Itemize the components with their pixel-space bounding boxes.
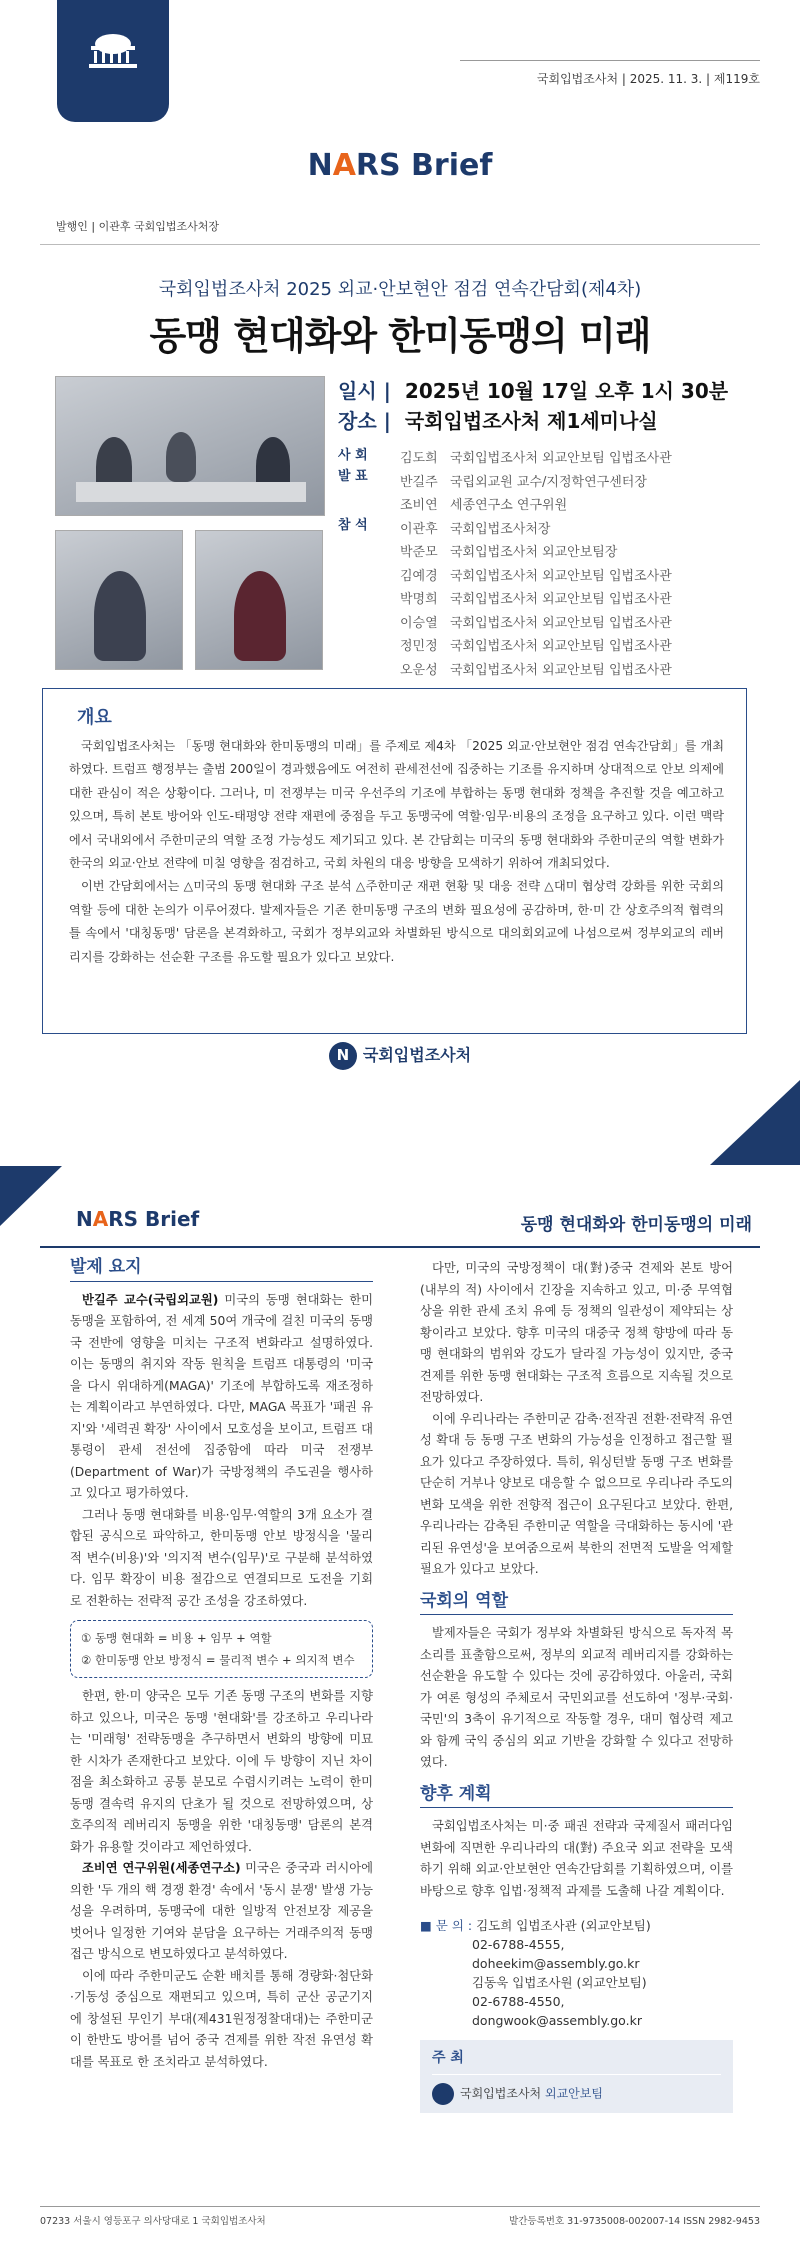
event-subtitle: 국회입법조사처 2025 외교·안보현안 점검 연속간담회(제4차) bbox=[158, 279, 642, 300]
page-two-title: 동맹 현대화와 한미동맹의 미래 bbox=[520, 1215, 752, 1235]
nars-emblem-icon bbox=[432, 2083, 454, 2105]
right-column bbox=[420, 1258, 733, 2113]
meeting-photo-main bbox=[55, 376, 325, 516]
participant: 오운성 국회입법조사처 외교안보팀 입법조사관 bbox=[400, 662, 672, 678]
left-column bbox=[70, 1257, 373, 2073]
participant: 이관후 국회입법조사처장 bbox=[400, 521, 551, 537]
speaker-photo-right bbox=[195, 530, 323, 670]
issue-info: 국회입법조사처 | 2025. 11. 3. | 제119호 bbox=[536, 72, 760, 86]
body-paragraph: 다만, 미국의 국방정책이 대(對)중국 견제와 본토 방어(내부의 적) 사이에서 긴장을 지속하고 있고, 미·중 무역협상을 위한 관세 조치 유예 등 정책의 일관성이 제약되는 상황이라고 보았다. 향후 미국의 대중국 정책 향방에 따라 동맹 현대화의 범위와 강도가 달라질 가능성이 있지만, 중국 견제를 위한 동맹 현대화는 구조적 흐름으로 지속될 것으로 전망하였다. bbox=[420, 1261, 733, 1404]
section-heading: 국회의 역할 bbox=[420, 1591, 733, 1616]
nars-brief-logo: NARS Brief bbox=[307, 148, 493, 183]
body-paragraph: 국회입법조사처는 미·중 패권 전략과 국제질서 패러다임 변화에 직면한 우리나라의 대(對) 주요국 외교 전략을 모색하기 위해 외교·안보현안 연속간담회를 기획하였으며, 이를 바탕으로 향후 입법·정책적 과제를 도출해 나갈 계획이다. bbox=[420, 1819, 733, 1898]
nars-emblem-icon bbox=[329, 1042, 357, 1070]
summary-box bbox=[42, 688, 747, 1034]
page-two-rule bbox=[40, 1246, 760, 1248]
org-logo: N국회입법조사처 bbox=[0, 1042, 800, 1070]
section-heading: 발제 요지 bbox=[70, 1257, 373, 1282]
assembly-badge bbox=[57, 0, 169, 122]
participant: 김도희 국회입법조사처 외교안보팀 입법조사관 bbox=[400, 451, 672, 466]
section-heading: 향후 계획 bbox=[420, 1784, 733, 1809]
event-location: 장소 | 국회입법조사처 제1세미나실 bbox=[338, 409, 658, 433]
body-paragraph: 발제자들은 국회가 정부와 차별화된 방식으로 독자적 목소리를 표출함으로써, 정부의 외교적 레버리지를 강화하는 선순환을 유도할 수 있다는 것에 공감하였다. 아울러, 국회가 여론 형성의 주체로서 국민외교를 선도하여 '정부·국회·국민'의 3축이 유기적으로 작동할 경우, 대미 협상력 제고와 함께 국익 중심의 외교 기반을 강화할 수 있다고 전망하였다. bbox=[420, 1626, 733, 1769]
assembly-building-icon bbox=[85, 30, 141, 70]
participant: 이승열 국회입법조사처 외교안보팀 입법조사관 bbox=[400, 615, 672, 631]
page-footer: 07233 서울시 영등포구 의사당대로 1 국회입법조사처 발간등록번호 31-9735008-002007-14 ISSN 2982-9453 bbox=[40, 2206, 760, 2227]
top-rule bbox=[460, 60, 760, 61]
publisher-line: 발행인 | 이관후 국회입법조사처장 bbox=[56, 220, 219, 233]
summary-paragraph: 국회입법조사처는 「동맹 현대화와 한미동맹의 미래」를 주제로 제4차 「2025 외교·안보현안 점검 연속간담회」를 개최하였다. 트럼프 행정부는 출범 200일이 경과했음에도 여전히 관세전선에 집중하는 기조를 유지하며 상대적으로 안보 의제에 대한 관심이 적은 상황이다. 그러나, 미 전쟁부는 미국 우선주의 기조에 부합하는 동맹 현대화 정책을 추진할 것을 예고하고 있으며, 특히 본토 방어와 인도-태평양 전략 재편에 중점을 두고 동맹국에 역할·임무·비용의 조정을 요구하고 있다. 이런 맥락에서 국내외에서 주한미군의 역할 조정 가능성도 제기되고 있다. 본 간담회는 미국의 동맹 현대화와 주한미군의 역할 변화가 한국의 외교·안보 전략에 미칠 영향을 점검하고, 국회 차원의 대응 방향을 모색하기 위하여 개최되었다. bbox=[69, 739, 724, 871]
participant: 박명희 국회입법조사처 외교안보팀 입법조사관 bbox=[400, 592, 672, 607]
corner-decoration bbox=[0, 1166, 62, 1226]
participant: 조비연 세종연구소 연구위원 bbox=[400, 498, 568, 513]
body-paragraph: 반길주 교수(국립외교원) 미국의 동맹 현대화는 한미동맹을 포함하여, 전 세계 50여 개국에 걸친 미국의 동맹국 전반에 영향을 미치는 구조적 변화라고 설명하였다. 이는 동맹의 취지와 작동 원칙을 트럼프 대통령의 '미국을 다시 위대하게(MAGA)' 기조에 부합하도록 재조정하는 계획이라고 부연하였다. 다만, MAGA 목표가 '패권 유지'와 '세력권 확장' 사이에서 모호성을 보이고, 트럼프 대통령이 관세 전선에 집중함에 따라 미국 전쟁부(Department of War)가 국방정책의 주도권을 행사하고 있다고 평가하였다. bbox=[70, 1292, 373, 1500]
speaker-photo-left bbox=[55, 530, 183, 670]
contact-info: ■ 문 의 : 김도희 입법조사관 (외교안보팀) 02-6788-4555, doheekim@assembly.go.kr 김동욱 입법조사원 (외교안보팀) 02-6788-4550, dongwook@assembly.go.kr bbox=[420, 1918, 651, 2028]
formula-box: ① 동맹 현대화 = 비용 + 임무 + 역할 ② 한미동맹 안보 방정식 = 물리적 변수 + 의지적 변수 bbox=[70, 1620, 373, 1678]
summary-paragraph: 이번 간담회에서는 △미국의 동맹 현대화 구조 분석 △주한미군 재편 현황 및 대응 전략 △대미 협상력 강화를 위한 국회의 역할 등에 대한 논의가 이루어졌다. 발제자들은 기존 한미동맹 구조의 변화 필요성에 공감하며, 한·미 간 상호주의적 협력의 틀 속에서 '대칭동맹' 담론을 본격화하고, 국회가 정부외교와 차별화된 방식으로 대의회외교에 나섬으로써 정부외교의 레버리지를 강화하는 선순환 구조를 유도할 필요가 있다고 보았다. bbox=[69, 879, 724, 964]
nars-brief-logo-small: NARS Brief bbox=[76, 1207, 200, 1231]
event-datetime: 일시 | 2025년 10월 17일 오후 1시 30분 bbox=[338, 379, 729, 403]
body-paragraph: 이에 따라 주한미군도 순환 배치를 통해 경량화·첨단화·기동성 중심으로 재편되고 있으며, 특히 군산 공군기지에 창설된 무인기 부대(제431원정정찰대대)는 주한미군이 한반도 방어를 넘어 중국 견제를 위한 작전 유연성 확대를 목표로 한 조치라고 분석하였다. bbox=[70, 1968, 373, 2069]
page-title: 동맹 현대화와 한미동맹의 미래 bbox=[149, 314, 651, 358]
summary-body bbox=[69, 735, 724, 969]
participant: 정민정 국회입법조사처 외교안보팀 입법조사관 bbox=[400, 639, 672, 654]
summary-heading: 개요 bbox=[77, 707, 112, 728]
participant: 박준모 국회입법조사처 외교안보팀장 bbox=[400, 545, 618, 560]
role-labels: 사 회 발 표 참 석 bbox=[338, 448, 368, 533]
host-box: 주 최 국회입법조사처 외교안보팀 bbox=[420, 2040, 733, 2113]
body-paragraph: 이에 우리나라는 주한미군 감축·전작권 전환·전략적 유연성 확대 등 동맹 구조 변화의 가능성을 인정하고 접근할 필요가 있다고 주장하였다. 특히, 워싱턴발 동맹 구조 변화를 단순히 거부나 양보로 대응할 수 없으므로 우리나라 주도의 변화 모색을 위한 전향적 접근이 요구된다고 보았다. 한편, 우리나라는 감축된 주한미군 역할을 극대화하는 동시에 '관리된 유연성'을 보여줌으로써 북한의 전면적 도발을 억제할 필요가 있다고 보았다. bbox=[420, 1411, 733, 1576]
participant-list bbox=[400, 447, 672, 682]
participant: 반길주 국립외교원 교수/지정학연구센터장 bbox=[400, 474, 647, 490]
body-paragraph: 조비연 연구위원(세종연구소) 미국은 중국과 러시아에 의한 '두 개의 핵 경쟁 환경' 속에서 '동시 분쟁' 발생 가능성을 우려하며, 동맹국에 대한 일방적 안전보장 제공을 벗어나 일정한 기여와 분담을 요구하는 거래주의적 동맹 접근 방식으로 변모하였다고 분석하였다. bbox=[70, 1861, 373, 1961]
body-paragraph: 그러나 동맹 현대화를 비용·임무·역할의 3개 요소가 결합된 공식으로 파악하고, 한미동맹 안보 방정식을 '물리적 변수(비용)'와 '의지적 변수(임무)'로 구분해 분석하였다. 임무 확장이 비용 절감으로 연결되므로 도전을 기회로 전환하는 전략적 공간 조성을 강조하였다. bbox=[70, 1507, 373, 1608]
corner-decoration bbox=[710, 1080, 800, 1165]
body-paragraph: 한편, 한·미 양국은 모두 기존 동맹 구조의 변화를 지향하고 있으나, 미국은 동맹 '현대화'를 강조하고 우리나라는 '미래형' 전략동맹을 추구하면서 변화의 방향에 미묘한 시차가 존재한다고 보았다. 이에 두 방향이 지닌 차이점을 최소화하고 공통 분모로 수렴시키려는 노력이 한미동맹 결속력 유지의 단초가 될 것으로 전망하였으며, 상호주의적 레버리지 동맹을 위한 '대칭동맹' 담론의 본격화가 유용할 것이라고 제언하였다. bbox=[70, 1689, 373, 1854]
participant: 김예경 국회입법조사처 외교안보팀 입법조사관 bbox=[400, 568, 672, 584]
publisher-rule bbox=[40, 244, 760, 245]
